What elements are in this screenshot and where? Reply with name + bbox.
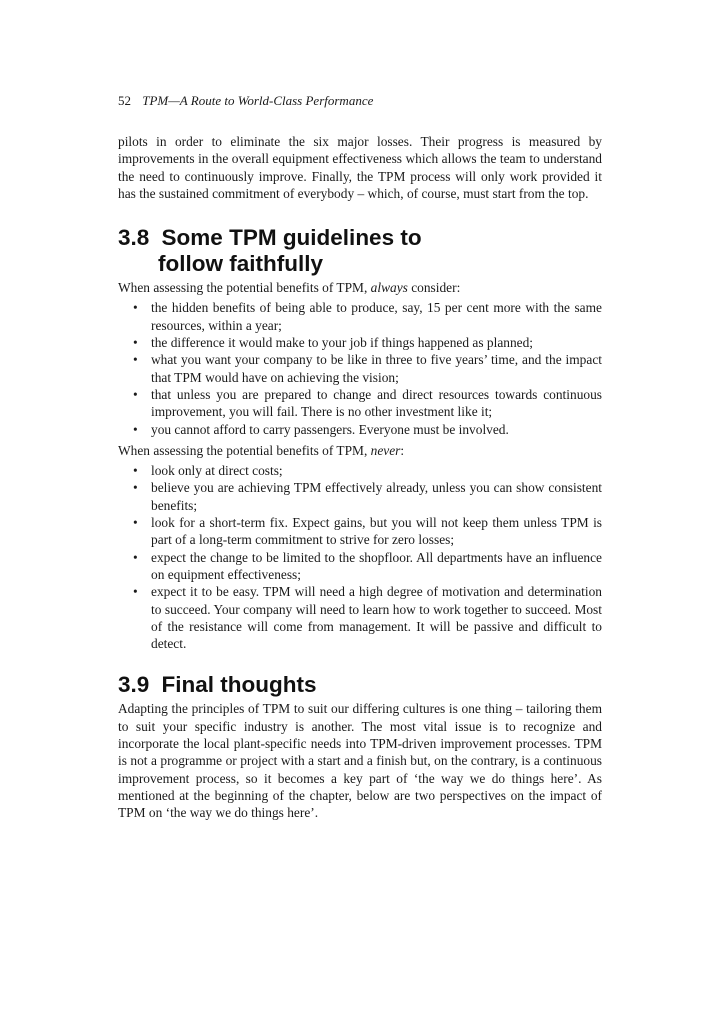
list-item-text: you cannot afford to carry passengers. Everyone must be involved. bbox=[151, 421, 509, 437]
bullet-icon: • bbox=[133, 335, 138, 351]
bullet-icon: • bbox=[133, 421, 138, 437]
bullet-icon: • bbox=[133, 386, 138, 402]
list-item-text: the hidden benefits of being able to produce, say, 15 per cent more with the same resources, within a year; bbox=[151, 300, 602, 333]
list-item bbox=[118, 386, 602, 421]
list-item bbox=[118, 351, 602, 386]
list-item bbox=[118, 514, 602, 549]
final-thoughts-paragraph: Adapting the principles of TPM to suit our differing cultures is one thing – tailoring them to suit your specific industry is another. The most vital issue is to recognize and incorporate the local plant-specific needs into TPM-driven improvement processes. TPM is not a programme or project with a start and a finish but, on the contrary, is a continuous improvement process, so it becomes a key part of ‘the way we do things here’. As mentioned at the beginning of the chapter, below are two perspectives on the impact of TPM on ‘the way we do things here’. bbox=[118, 701, 602, 821]
running-title: TPM—A Route to World-Class Performance bbox=[142, 93, 374, 108]
always-lead-tail: consider: bbox=[407, 280, 461, 296]
list-item bbox=[118, 462, 602, 479]
never-lead-text: When assessing the potential benefits of TPM, bbox=[118, 442, 371, 458]
list-item bbox=[118, 549, 602, 584]
intro-paragraph: pilots in order to eliminate the six major losses. Their progress is measured by improvements in the overall equipment effectiveness which allows the team to understand the need to continuously improve. Finally, the TPM process will only work provided it has the sustained commitment of everybody – which, of course, must start from the top. bbox=[118, 134, 602, 201]
list-item-text: look for a short-term fix. Expect gains, but you will not keep them unless TPM is part of a long-term commitment to strive for zero losses; bbox=[151, 515, 602, 548]
list-item-text: expect the change to be limited to the shopfloor. All departments have an influence on equipment effectiveness; bbox=[151, 549, 602, 582]
always-lead-sentence bbox=[118, 279, 602, 296]
list-item-text: believe you are achieving TPM effectively already, unless you can show consistent benefits; bbox=[151, 480, 602, 513]
section-3-8 bbox=[118, 225, 602, 652]
list-item bbox=[118, 299, 602, 334]
list-item-text: the difference it would make to your job if things happened as planned; bbox=[151, 335, 534, 351]
book-page bbox=[118, 92, 602, 822]
always-emphasis: always bbox=[370, 280, 408, 296]
list-item bbox=[118, 421, 602, 438]
never-list bbox=[118, 462, 602, 652]
never-lead-sentence bbox=[118, 442, 602, 459]
bullet-icon: • bbox=[133, 300, 138, 316]
never-emphasis: never bbox=[370, 442, 401, 458]
always-list bbox=[118, 299, 602, 437]
list-item bbox=[118, 479, 602, 514]
bullet-icon: • bbox=[133, 515, 138, 531]
section-3-9 bbox=[118, 672, 602, 821]
list-item bbox=[118, 334, 602, 351]
section-title-line-1: Some TPM guidelines to bbox=[161, 225, 422, 251]
section-3-9-heading bbox=[118, 672, 602, 698]
bullet-icon: • bbox=[133, 463, 138, 479]
list-item-text: look only at direct costs; bbox=[151, 463, 283, 479]
never-lead-tail: : bbox=[400, 442, 405, 458]
section-number: 3.8 bbox=[118, 225, 150, 251]
section-3-8-heading bbox=[118, 225, 602, 277]
bullet-icon: • bbox=[133, 549, 138, 565]
section-number: 3.9 bbox=[118, 672, 150, 698]
list-item bbox=[118, 583, 602, 652]
section-title: Final thoughts bbox=[161, 672, 317, 698]
running-header bbox=[118, 92, 602, 109]
list-item-text: that unless you are prepared to change and direct resources towards continuous improvement, you will fail. There is no other investment like it; bbox=[151, 386, 602, 420]
list-item-text: what you want your company to be like in three to five years’ time, and the impact that TPM would have on achieving the vision; bbox=[151, 352, 602, 385]
section-title-line-2: follow faithfully bbox=[158, 251, 323, 277]
bullet-icon: • bbox=[133, 480, 138, 496]
bullet-icon: • bbox=[133, 352, 138, 368]
always-lead-text: When assessing the potential benefits of TPM, bbox=[118, 280, 371, 296]
page-number: 52 bbox=[118, 93, 131, 108]
bullet-icon: • bbox=[133, 584, 138, 600]
list-item-text: expect it to be easy. TPM will need a high degree of motivation and determination to succeed. Your company will need to learn how to work together to succeed. Most of the resistance will come from management. It will be passive and difficult to detect. bbox=[151, 584, 602, 652]
